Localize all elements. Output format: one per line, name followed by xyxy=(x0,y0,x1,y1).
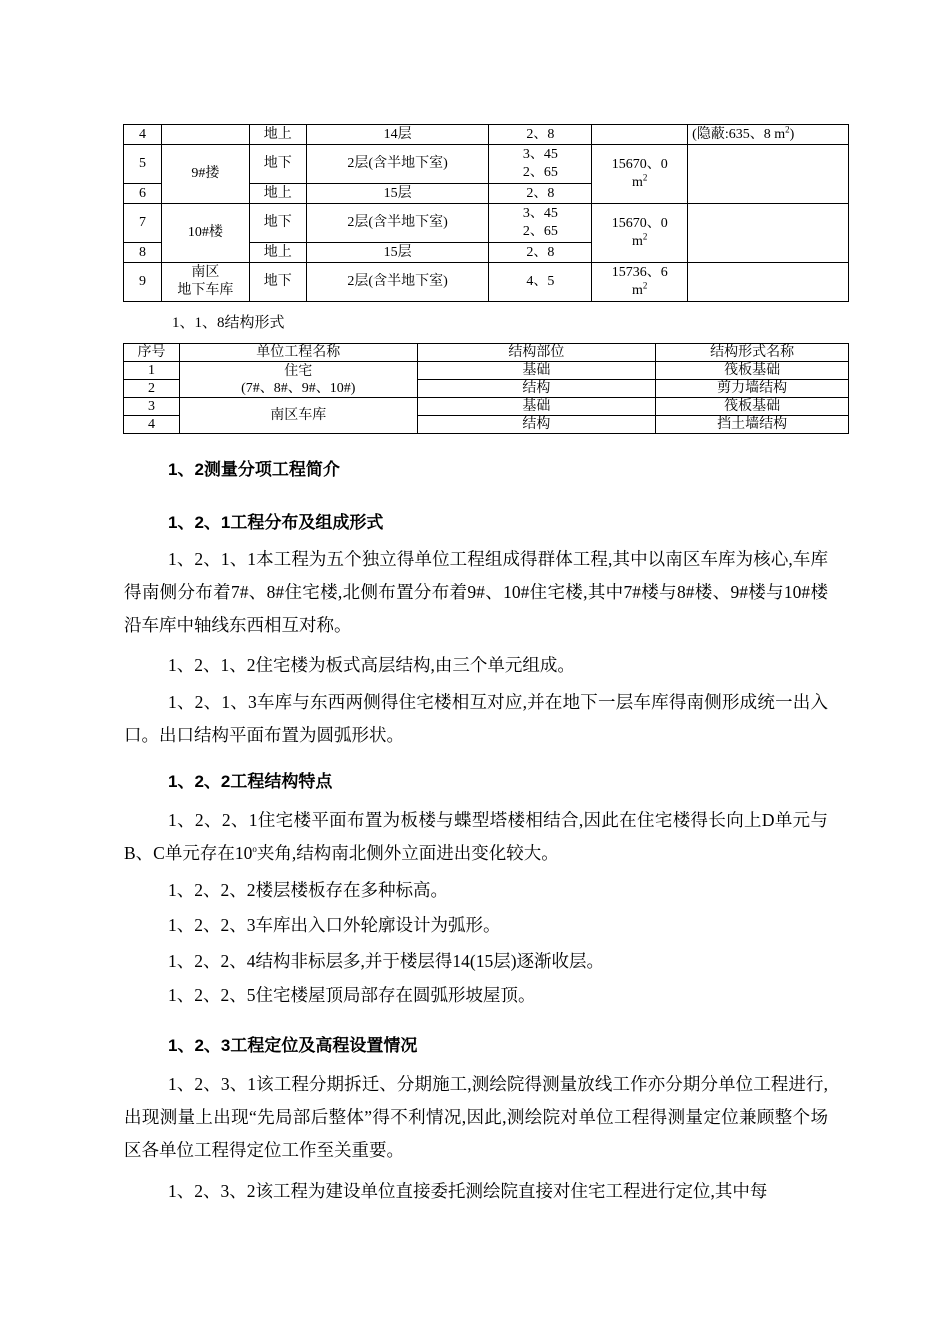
paragraph: 1、2、2、3车库出入口外轮廓设计为弧形。 xyxy=(168,915,501,935)
building-table xyxy=(123,124,849,302)
table-header-row: 序号 单位工程名称 结构部位 结构形式名称 xyxy=(124,344,849,362)
paragraph: 1、2、1、1本工程为五个独立得单位工程组成得群体工程,其中以南区车库为核心,车库得南侧分布着7#、8#住宅楼,北侧布置分布着9#、10#住宅楼,其中7#楼与8#楼、9#楼与10#楼沿车库中轴线东西相互对称。 xyxy=(124,549,828,635)
table-row: 4 地上 14层 2、8 (隐蔽:635、8 $m^2$) xyxy=(124,125,849,145)
section-heading: 1、2测量分项工程简介 xyxy=(168,460,340,479)
table-row: 8 地上 15层 2、8 xyxy=(124,243,849,263)
table-row: 2 结构 剪力墙结构 xyxy=(124,380,849,398)
paragraph: 1、2、2、1住宅楼平面布置为板楼与蝶型塔楼相结合,因此在住宅楼得长向上D单元与B、C单元存在10$^o$夹角,结构南北侧外立面进出变化较大。 xyxy=(124,810,828,863)
hidden-area-note: (隐蔽:635、8 $m^2$) xyxy=(688,125,849,145)
structure-table xyxy=(123,343,849,434)
subsection-heading: 1、2、2工程结构特点 xyxy=(168,772,333,791)
paragraph: 1、2、1、2住宅楼为板式高层结构,由三个单元组成。 xyxy=(168,655,575,675)
subsection-heading: 1、2、1工程分布及组成形式 xyxy=(168,513,384,532)
table-caption: 1、1、8结构形式 xyxy=(172,315,285,331)
paragraph: 1、2、2、5住宅楼屋顶局部存在圆弧形坡屋顶。 xyxy=(168,985,536,1005)
table-row: 1 住宅 (7#、8#、9#、10#) 基础 筏板基础 xyxy=(124,362,849,380)
table-row: 9 南区 地下车库 地下 2层(含半地下室) 4、5 15736、6 $m^2$ xyxy=(124,263,849,302)
table-row: 4 结构 挡土墙结构 xyxy=(124,416,849,434)
paragraph: 1、2、3、1该工程分期拆迁、分期施工,测绘院得测量放线工作亦分期分单位工程进行,出现测量上出现“先局部后整体”得不利情况,因此,测绘院对单位工程得测量定位兼顾整个场区各单位工程得定位工作至关重要。 xyxy=(124,1074,828,1160)
subsection-heading: 1、2、3工程定位及高程设置情况 xyxy=(168,1036,418,1055)
table-row: 7 10#楼 地下 2层(含半地下室) 3、45 2、65 15670、0 $m^2$ xyxy=(124,204,849,243)
table-row: 5 9#搂 地下 2层(含半地下室) 3、45 2、65 15670、0 $m^2$ xyxy=(124,145,849,184)
paragraph: 1、2、2、4结构非标层多,并于楼层得14(15层)逐渐收层。 xyxy=(168,951,605,971)
table-row: 6 地上 15层 2、8 xyxy=(124,184,849,204)
table-row: 3 南区车库 基础 筏板基础 xyxy=(124,398,849,416)
paragraph: 1、2、1、3车库与东西两侧得住宅楼相互对应,并在地下一层车库得南侧形成统一出入口。出口结构平面布置为圆弧形状。 xyxy=(124,692,828,745)
paragraph: 1、2、2、2楼层楼板存在多种标高。 xyxy=(168,880,448,900)
paragraph: 1、2、3、2该工程为建设单位直接委托测绘院直接对住宅工程进行定位,其中每 xyxy=(168,1181,768,1201)
